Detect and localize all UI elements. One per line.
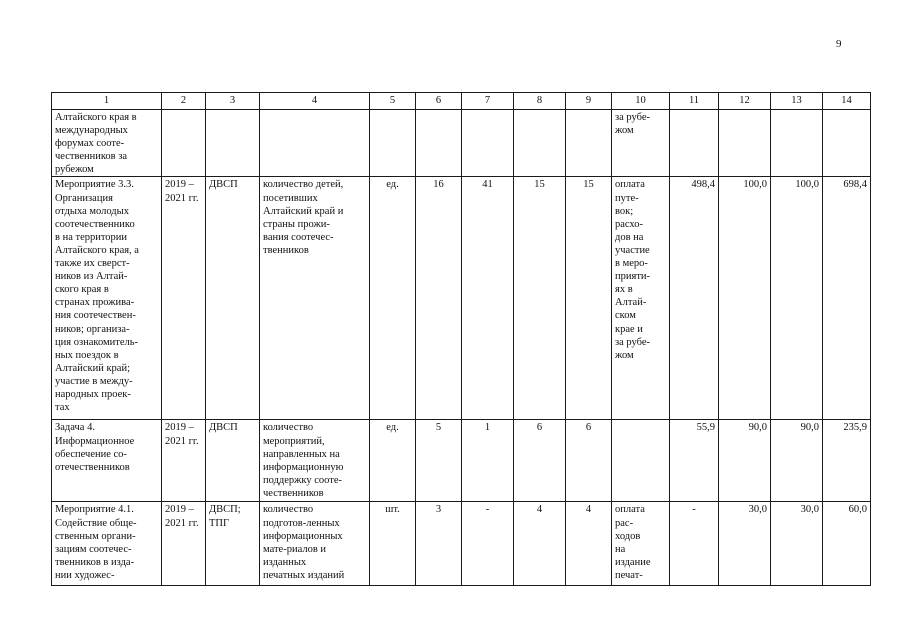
table-row <box>52 502 871 586</box>
cell-value <box>566 110 612 177</box>
cell-indicator: количество подготов-ленных информационных мате-риалов и изданных печатных изданий <box>260 502 370 586</box>
cell-value: 1 <box>462 420 514 502</box>
cell-value <box>416 110 462 177</box>
cell-amount: 90,0 <box>719 420 771 502</box>
cell-amount: 235,9 <box>823 420 871 502</box>
cell-name: Мероприятие 4.1. Содействие обще- ственным органи- зациям соотечес- твенников в изда- нии художес- <box>52 502 162 586</box>
cell-amount: 698,4 <box>823 177 871 420</box>
cell-unit: ед. <box>370 177 416 420</box>
cell-expense-type: оплата путе- вок; расхо- дов на участие в меро- прияти- ях в Алтай- ском крае и за рубе- жом <box>612 177 670 420</box>
cell-value: 4 <box>566 502 612 586</box>
cell-amount: 55,9 <box>670 420 719 502</box>
column-header: 8 <box>514 93 566 110</box>
cell-expense-type <box>612 420 670 502</box>
cell-executor <box>206 110 260 177</box>
cell-amount: 100,0 <box>719 177 771 420</box>
cell-period: 2019 – 2021 гг. <box>162 502 206 586</box>
column-header: 6 <box>416 93 462 110</box>
cell-amount <box>771 110 823 177</box>
column-header: 12 <box>719 93 771 110</box>
table-row <box>52 420 871 502</box>
cell-amount <box>823 110 871 177</box>
cell-value <box>462 110 514 177</box>
cell-value: 16 <box>416 177 462 420</box>
cell-value: 41 <box>462 177 514 420</box>
cell-unit: шт. <box>370 502 416 586</box>
column-header: 3 <box>206 93 260 110</box>
cell-amount <box>670 110 719 177</box>
cell-value: 15 <box>514 177 566 420</box>
cell-value: - <box>462 502 514 586</box>
column-header: 10 <box>612 93 670 110</box>
cell-value: 5 <box>416 420 462 502</box>
cell-indicator: количество мероприятий, направленных на информационную поддержку соотe- чественников <box>260 420 370 502</box>
table-row <box>52 177 871 420</box>
column-header: 14 <box>823 93 871 110</box>
cell-amount: 60,0 <box>823 502 871 586</box>
cell-value: 4 <box>514 502 566 586</box>
cell-period: 2019 – 2021 гг. <box>162 177 206 420</box>
column-header: 11 <box>670 93 719 110</box>
cell-amount: 90,0 <box>771 420 823 502</box>
program-table <box>51 92 871 586</box>
table-header-row <box>52 93 871 110</box>
cell-executor: ДВСП <box>206 420 260 502</box>
column-header: 5 <box>370 93 416 110</box>
cell-value: 6 <box>514 420 566 502</box>
cell-amount: - <box>670 502 719 586</box>
cell-amount: 30,0 <box>719 502 771 586</box>
column-header: 1 <box>52 93 162 110</box>
cell-expense-type: оплата рас- ходов на издание печат- <box>612 502 670 586</box>
cell-amount: 498,4 <box>670 177 719 420</box>
column-header: 7 <box>462 93 514 110</box>
cell-name: Алтайского края в международных форумах соотe- чественников за рубежом <box>52 110 162 177</box>
cell-period: 2019 – 2021 гг. <box>162 420 206 502</box>
cell-unit <box>370 110 416 177</box>
cell-executor: ДВСП <box>206 177 260 420</box>
table-row <box>52 110 871 177</box>
column-header: 13 <box>771 93 823 110</box>
page-number: 9 <box>836 38 842 50</box>
cell-name: Мероприятие 3.3. Организация отдыха молодых соотечественнико в на территории Алтайского края, а также их сверст- ников из Алтай- ского края в странах прожива- ния соотечествен- ников; организа- ция ознакомитель- ных поездок в Алтайский край; участие в между- народных проек- тах <box>52 177 162 420</box>
cell-value: 15 <box>566 177 612 420</box>
cell-expense-type: за рубе- жом <box>612 110 670 177</box>
cell-executor: ДВСП; ТПГ <box>206 502 260 586</box>
cell-value: 6 <box>566 420 612 502</box>
cell-value <box>514 110 566 177</box>
cell-amount: 30,0 <box>771 502 823 586</box>
cell-amount: 100,0 <box>771 177 823 420</box>
cell-period <box>162 110 206 177</box>
column-header: 4 <box>260 93 370 110</box>
cell-indicator <box>260 110 370 177</box>
cell-indicator: количество детей, посетивших Алтайский край и страны прожи- вания соотечес- твенников <box>260 177 370 420</box>
cell-value: 3 <box>416 502 462 586</box>
cell-amount <box>719 110 771 177</box>
cell-name: Задача 4. Информационное обеспечение со- отечественников <box>52 420 162 502</box>
column-header: 9 <box>566 93 612 110</box>
cell-unit: ед. <box>370 420 416 502</box>
column-header: 2 <box>162 93 206 110</box>
